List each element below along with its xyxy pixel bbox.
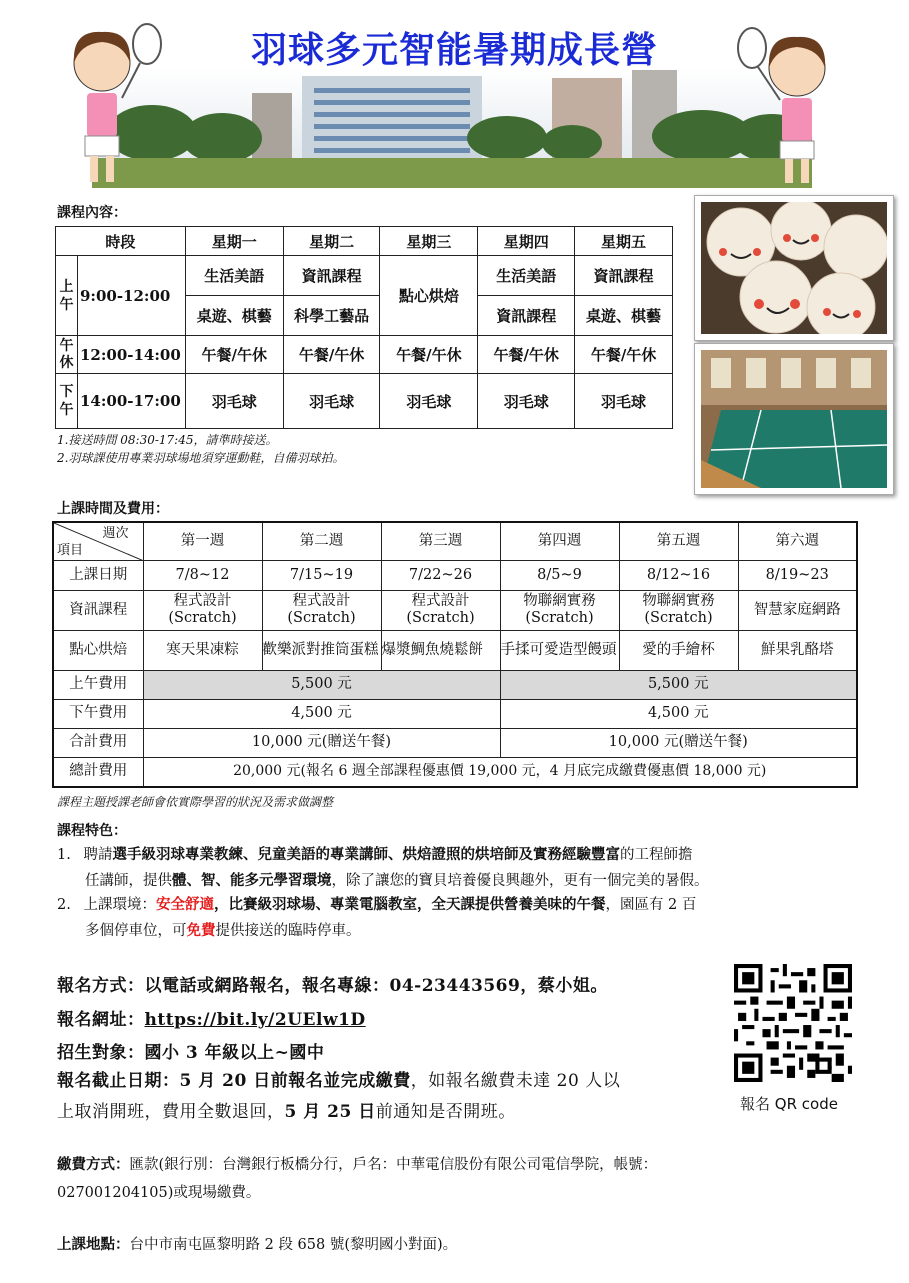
schedule-note: 1.接送時間 08:30-17:45，請準時接送。 — [57, 433, 278, 447]
row-label: 資訊課程 — [53, 590, 143, 630]
signup-url-line — [57, 1005, 366, 1030]
date-cell: 7/22~26 — [381, 560, 500, 590]
location-info — [57, 1233, 457, 1254]
date-cell: 7/8~12 — [143, 560, 262, 590]
corner-top: 週次 — [102, 526, 129, 541]
it-sub: (Scratch) — [168, 610, 237, 626]
cell: 生活美語 — [185, 256, 283, 296]
schedule-section-label: 課程內容： — [57, 205, 127, 221]
bake-cell: 爆漿鯛魚燒鬆餅 — [381, 630, 500, 670]
court-photo — [694, 343, 894, 495]
feature-text: ，除了讓您的寶貝培養優良興趣外，更有一個完美的暑假。 — [331, 873, 709, 889]
it-cell — [262, 590, 381, 630]
feature-text: 的工程師擔 — [619, 847, 693, 863]
header-cell: 星期四 — [478, 227, 575, 256]
signup-deadline — [57, 1066, 727, 1128]
it-name: 物聯網實務 — [642, 593, 715, 609]
row-label: 下午費用 — [53, 699, 143, 728]
cell: 點心烘焙 — [380, 256, 478, 336]
cell: 午餐/午休 — [478, 336, 575, 374]
deadline-text: 前通知是否開班。 — [375, 1102, 516, 1122]
it-sub: (Scratch) — [525, 610, 594, 626]
feature-text: 上課環境： — [83, 897, 156, 913]
feature-item-1 — [57, 842, 857, 894]
row-label: 合計費用 — [53, 728, 143, 757]
time-cell: 12:00-14:00 — [77, 336, 185, 374]
cell: 午餐/午休 — [575, 336, 673, 374]
bake-cell: 手揉可愛造型饅頭 — [500, 630, 619, 670]
it-name: 智慧家庭網路 — [753, 601, 841, 618]
date-cell: 7/15~19 — [262, 560, 381, 590]
signup-url-label: 報名網址： — [57, 1010, 145, 1030]
date-cell: 8/5~9 — [500, 560, 619, 590]
deadline-text: ，如報名繳費未達 20 人以 — [410, 1071, 621, 1091]
time-cell: 14:00-17:00 — [77, 374, 185, 429]
qr-caption: 報名 QR code — [740, 1095, 838, 1113]
signup-url-link[interactable]: https://bit.ly/2UElw1D — [144, 1010, 366, 1030]
fee-cell: 5,500 元 — [500, 670, 857, 699]
period-label: 下午 — [56, 374, 78, 429]
fee-cell: 10,000 元(贈送午餐) — [143, 728, 500, 757]
it-cell — [619, 590, 738, 630]
payment-text: 匯款(銀行別：台灣銀行板橋分行，戶名：中華電信股份有限公司電信學院，帳號： — [129, 1157, 658, 1173]
feature-bold: 體、智、能多元學習環境 — [172, 872, 332, 889]
buns-photo — [694, 195, 894, 341]
date-cell: 8/12~16 — [619, 560, 738, 590]
row-label: 點心烘焙 — [53, 630, 143, 670]
page-title: 羽球多元智能暑期成長營 — [250, 30, 658, 71]
cell: 羽毛球 — [185, 374, 283, 429]
deadline-text: 5 月 25 日 — [284, 1102, 376, 1122]
it-cell — [143, 590, 262, 630]
signup-method: 報名方式：以電話或網路報名，報名專線：04-23443569，蔡小姐。 — [57, 976, 608, 996]
fees-note: 課程主題授課老師會依實際學習的狀況及需求做調整 — [57, 795, 334, 809]
location-label: 上課地點： — [57, 1237, 130, 1253]
it-name: 程式設計 — [173, 593, 232, 609]
week-header: 第二週 — [262, 522, 381, 560]
schedule-header-row — [56, 227, 673, 256]
time-cell: 9:00-12:00 — [77, 256, 185, 336]
buns-image — [701, 202, 887, 334]
corner-bottom: 項目 — [57, 542, 84, 558]
feature-item-2 — [57, 892, 857, 944]
schedule-note: 2.羽球課使用專業羽球場地須穿運動鞋，自備羽球拍。 — [57, 451, 345, 465]
bake-cell: 寒天果凍粽 — [143, 630, 262, 670]
it-cell — [381, 590, 500, 630]
fees-section-label: 上課時間及費用： — [57, 501, 169, 517]
week-header: 第六週 — [738, 522, 857, 560]
week-header: 第一週 — [143, 522, 262, 560]
header-cell: 星期五 — [575, 227, 673, 256]
header-cell: 星期二 — [283, 227, 380, 256]
header-cell: 時段 — [56, 227, 186, 256]
it-cell — [738, 590, 857, 630]
fee-cell: 4,500 元 — [500, 699, 857, 728]
period-label: 上午 — [56, 256, 78, 336]
cell: 午餐/午休 — [283, 336, 380, 374]
signup-target: 招生對象：國小 3 年級以上~國中 — [57, 1043, 325, 1063]
cell: 羽毛球 — [380, 374, 478, 429]
row-label: 總計費用 — [53, 757, 143, 787]
fees-table — [52, 521, 858, 788]
row-label: 上午費用 — [53, 670, 143, 699]
payment-text: 027001204105)或現場繳費。 — [57, 1185, 261, 1201]
feature-text: ，園區有 2 百 — [605, 897, 697, 913]
week-header: 第三週 — [381, 522, 500, 560]
header-cell: 星期三 — [380, 227, 478, 256]
cell: 羽毛球 — [478, 374, 575, 429]
fee-cell: 4,500 元 — [143, 699, 500, 728]
cell: 午餐/午休 — [185, 336, 283, 374]
feature-highlight: 免費 — [186, 922, 216, 939]
feature-bold: ，比賽級羽球場、專業電腦教室，全天課提供營養美味的午餐 — [213, 896, 606, 913]
deadline-text: 上取消開班，費用全數退回， — [57, 1102, 285, 1122]
it-sub: (Scratch) — [287, 610, 356, 626]
total-cell: 20,000 元(報名 6 週全部課程優惠價 19,000 元，4 月底完成繳費優惠價 18,000 元) — [143, 757, 857, 787]
feature-text: 任講師，提供 — [85, 873, 172, 889]
bake-cell: 歡樂派對推筒蛋糕 — [262, 630, 381, 670]
bake-cell: 愛的手繪杯 — [619, 630, 738, 670]
payment-info — [57, 1151, 847, 1207]
feature-text: 多個停車位，可 — [85, 923, 187, 939]
bake-cell: 鮮果乳酪塔 — [738, 630, 857, 670]
cell: 資訊課程 — [478, 296, 575, 336]
cell: 桌遊、棋藝 — [185, 296, 283, 336]
features-section-label: 課程特色： — [57, 823, 127, 839]
it-name: 物聯網實務 — [523, 593, 596, 609]
feature-bold: 選手級羽球專業教練、兒童美語的專業講師、烘焙證照的烘培師及實務經驗豐富 — [112, 846, 620, 863]
header-cell: 星期一 — [185, 227, 283, 256]
cell: 羽毛球 — [575, 374, 673, 429]
cell: 資訊課程 — [575, 256, 673, 296]
deadline-text: 報名截止日期：5 月 20 日前報名並完成繳費 — [57, 1071, 411, 1091]
week-header: 第五週 — [619, 522, 738, 560]
it-name: 程式設計 — [292, 593, 351, 609]
row-label: 上課日期 — [53, 560, 143, 590]
feature-number: 1. — [57, 847, 71, 863]
it-sub: (Scratch) — [644, 610, 713, 626]
date-cell: 8/19~23 — [738, 560, 857, 590]
location-text: 台中市南屯區黎明路 2 段 658 號(黎明國小對面)。 — [129, 1237, 458, 1253]
qr-code-icon[interactable] — [734, 964, 852, 1082]
feature-text: 聘請 — [83, 847, 113, 863]
week-header: 第四週 — [500, 522, 619, 560]
cell: 資訊課程 — [283, 256, 380, 296]
cell: 午餐/午休 — [380, 336, 478, 374]
feature-text: 提供接送的臨時停車。 — [215, 923, 361, 939]
cell: 科學工藝品 — [283, 296, 380, 336]
cell: 桌遊、棋藝 — [575, 296, 673, 336]
period-label: 午休 — [56, 336, 78, 374]
feature-highlight: 安全舒適 — [155, 896, 214, 913]
cell: 羽毛球 — [283, 374, 380, 429]
corner-cell — [53, 522, 143, 560]
feature-number: 2. — [57, 897, 71, 913]
fee-cell: 5,500 元 — [143, 670, 500, 699]
schedule-table — [55, 226, 673, 429]
it-cell — [500, 590, 619, 630]
fee-cell: 10,000 元(贈送午餐) — [500, 728, 857, 757]
it-name: 程式設計 — [411, 593, 470, 609]
court-image — [701, 350, 887, 488]
it-sub: (Scratch) — [406, 610, 475, 626]
payment-label: 繳費方式： — [57, 1157, 130, 1173]
cell: 生活美語 — [478, 256, 575, 296]
